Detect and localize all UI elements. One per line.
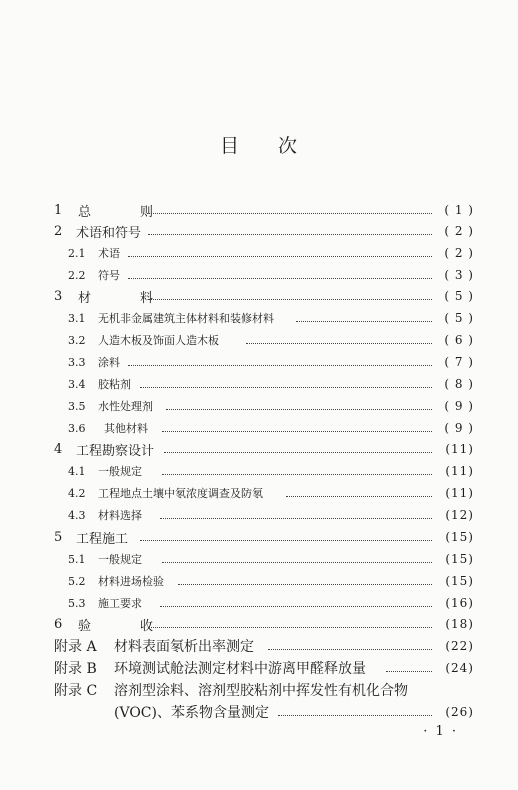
toc-leader — [148, 626, 432, 628]
toc-entry[interactable] — [0, 636, 518, 656]
toc-leader — [268, 648, 432, 650]
toc-number: 3.4 — [68, 377, 86, 391]
toc-number: 5.2 — [68, 574, 86, 588]
toc-page: (12) — [445, 508, 474, 522]
toc-leader — [128, 364, 432, 366]
toc-entry[interactable] — [0, 418, 518, 438]
toc-entry[interactable] — [0, 330, 518, 350]
toc-page: ( 6 ) — [444, 333, 474, 347]
toc-text: 工程地点土壤中氡浓度调查及防氡 — [98, 487, 263, 500]
title-char-1: 目 — [219, 135, 240, 157]
toc-leader — [128, 255, 432, 257]
toc-entry[interactable] — [0, 243, 518, 263]
toc-number: 3 — [54, 288, 63, 304]
toc-number: 6 — [54, 616, 63, 632]
toc-entry[interactable] — [0, 461, 518, 481]
toc-page: (15) — [445, 530, 474, 544]
page-number: · 1 · — [423, 724, 458, 739]
toc-entry[interactable] — [0, 571, 518, 591]
toc-leader — [178, 583, 432, 585]
toc-page: (15) — [445, 574, 474, 588]
toc-text: (VOC)、苯系物含量测定 — [114, 705, 269, 721]
toc-text: 一般规定 — [98, 465, 142, 478]
toc-leader — [162, 430, 432, 432]
toc-page: (16) — [445, 596, 474, 610]
toc-entry[interactable] — [0, 396, 518, 416]
toc-entry[interactable] — [0, 374, 518, 394]
toc-entry[interactable] — [0, 593, 518, 613]
toc-leader — [386, 670, 432, 672]
toc-text: 水性处理剂 — [98, 400, 153, 413]
toc-entry[interactable] — [0, 483, 518, 503]
toc-leader — [128, 277, 432, 279]
toc-leader — [296, 320, 432, 322]
toc-number: 5.3 — [68, 596, 86, 610]
toc-text: 总 则 — [78, 204, 172, 220]
toc-text: 工程勘察设计 — [76, 443, 155, 459]
toc-page: (11) — [445, 486, 474, 500]
toc-text: 无机非金属建筑主体材料和装修材料 — [98, 312, 274, 325]
toc-page: ( 5 ) — [444, 289, 474, 303]
toc-number: 2 — [54, 223, 63, 239]
toc-entry[interactable] — [0, 614, 518, 634]
toc-leader — [162, 473, 432, 475]
toc-entry[interactable] — [0, 200, 518, 220]
toc-page: (15) — [445, 552, 474, 566]
toc-leader — [246, 342, 432, 344]
toc-number: 4.2 — [68, 486, 86, 500]
toc-page: (24) — [445, 661, 474, 675]
toc-entry[interactable] — [0, 221, 518, 241]
toc-text: 涂料 — [98, 356, 120, 369]
toc-leader — [286, 495, 432, 497]
toc-page: ( 9 ) — [444, 421, 474, 435]
toc-text: 工程施工 — [76, 531, 129, 547]
toc-leader — [162, 561, 432, 563]
toc-page: (11) — [445, 464, 474, 478]
toc-text: 验 收 — [78, 618, 172, 634]
toc-entry[interactable] — [0, 527, 518, 547]
toc-page: ( 1 ) — [444, 203, 474, 217]
toc-entry[interactable] — [0, 439, 518, 459]
toc-leader — [148, 298, 432, 300]
toc-number: 1 — [54, 202, 63, 218]
toc-entry[interactable] — [0, 286, 518, 306]
toc-entry[interactable] — [0, 265, 518, 285]
toc-number: 3.6 — [68, 421, 86, 435]
toc-page: (26) — [445, 705, 474, 719]
toc-text: 符号 — [98, 269, 120, 282]
toc-entry[interactable] — [0, 352, 518, 372]
toc-text: 胶粘剂 — [98, 378, 131, 391]
toc-number: 4 — [54, 441, 63, 457]
toc-text: 材 料 — [78, 290, 172, 306]
toc-number: 附录 A — [54, 639, 97, 655]
toc-page: ( 8 ) — [444, 377, 474, 391]
toc-number: 5.1 — [68, 552, 86, 566]
toc-number: 附录 C — [54, 683, 98, 699]
toc-text: 一般规定 — [98, 553, 142, 566]
toc-leader — [160, 605, 432, 607]
toc-number: 3.3 — [68, 355, 86, 369]
toc-number: 3.1 — [68, 311, 86, 325]
toc-leader — [278, 714, 432, 716]
toc-number: 2.1 — [68, 246, 86, 260]
toc-page: ( 2 ) — [444, 246, 474, 260]
toc-number: 4.1 — [68, 464, 86, 478]
toc-page: (11) — [445, 442, 474, 456]
toc-entry[interactable] — [0, 680, 518, 700]
toc-entry[interactable] — [0, 549, 518, 569]
toc-text: 环境测试舱法测定材料中游离甲醛释放量 — [114, 661, 366, 677]
toc-number: 3.5 — [68, 399, 86, 413]
toc-page: ( 3 ) — [444, 268, 474, 282]
toc-leader — [140, 386, 432, 388]
toc-leader — [166, 408, 432, 410]
toc-leader — [147, 212, 432, 214]
title-char-2: 次 — [278, 135, 299, 157]
toc-page: (22) — [445, 639, 474, 653]
toc-text: 溶剂型涂料、溶剂型胶粘剂中挥发性有机化合物 — [114, 683, 408, 699]
toc-text: 术语 — [98, 247, 120, 260]
toc-number: 附录 B — [54, 661, 97, 677]
toc-text: 材料选择 — [98, 509, 142, 522]
page-title — [0, 131, 518, 158]
toc-entry[interactable] — [0, 505, 518, 525]
toc-leader — [148, 233, 432, 235]
toc-entry-continuation[interactable] — [0, 702, 518, 722]
toc-number: 3.2 — [68, 333, 86, 347]
toc-text: 其他材料 — [104, 422, 148, 435]
toc-entry[interactable] — [0, 308, 518, 328]
toc-leader — [164, 451, 432, 453]
toc-page: ( 9 ) — [444, 399, 474, 413]
toc-page: ( 5 ) — [444, 311, 474, 325]
toc-number: 5 — [54, 529, 63, 545]
toc-leader — [160, 517, 432, 519]
toc-page: ( 2 ) — [444, 224, 474, 238]
toc-text: 材料进场检验 — [98, 575, 164, 588]
toc-page: ( 7 ) — [444, 355, 474, 369]
toc-number: 2.2 — [68, 268, 86, 282]
toc-number: 4.3 — [68, 508, 86, 522]
toc-text: 人造木板及饰面人造木板 — [98, 334, 219, 347]
toc-page: (18) — [445, 617, 474, 631]
toc-text: 术语和符号 — [76, 225, 142, 241]
toc-text: 施工要求 — [98, 597, 142, 610]
toc-entry[interactable] — [0, 658, 518, 678]
toc-leader — [140, 539, 432, 541]
toc-text: 材料表面氡析出率测定 — [114, 639, 254, 655]
